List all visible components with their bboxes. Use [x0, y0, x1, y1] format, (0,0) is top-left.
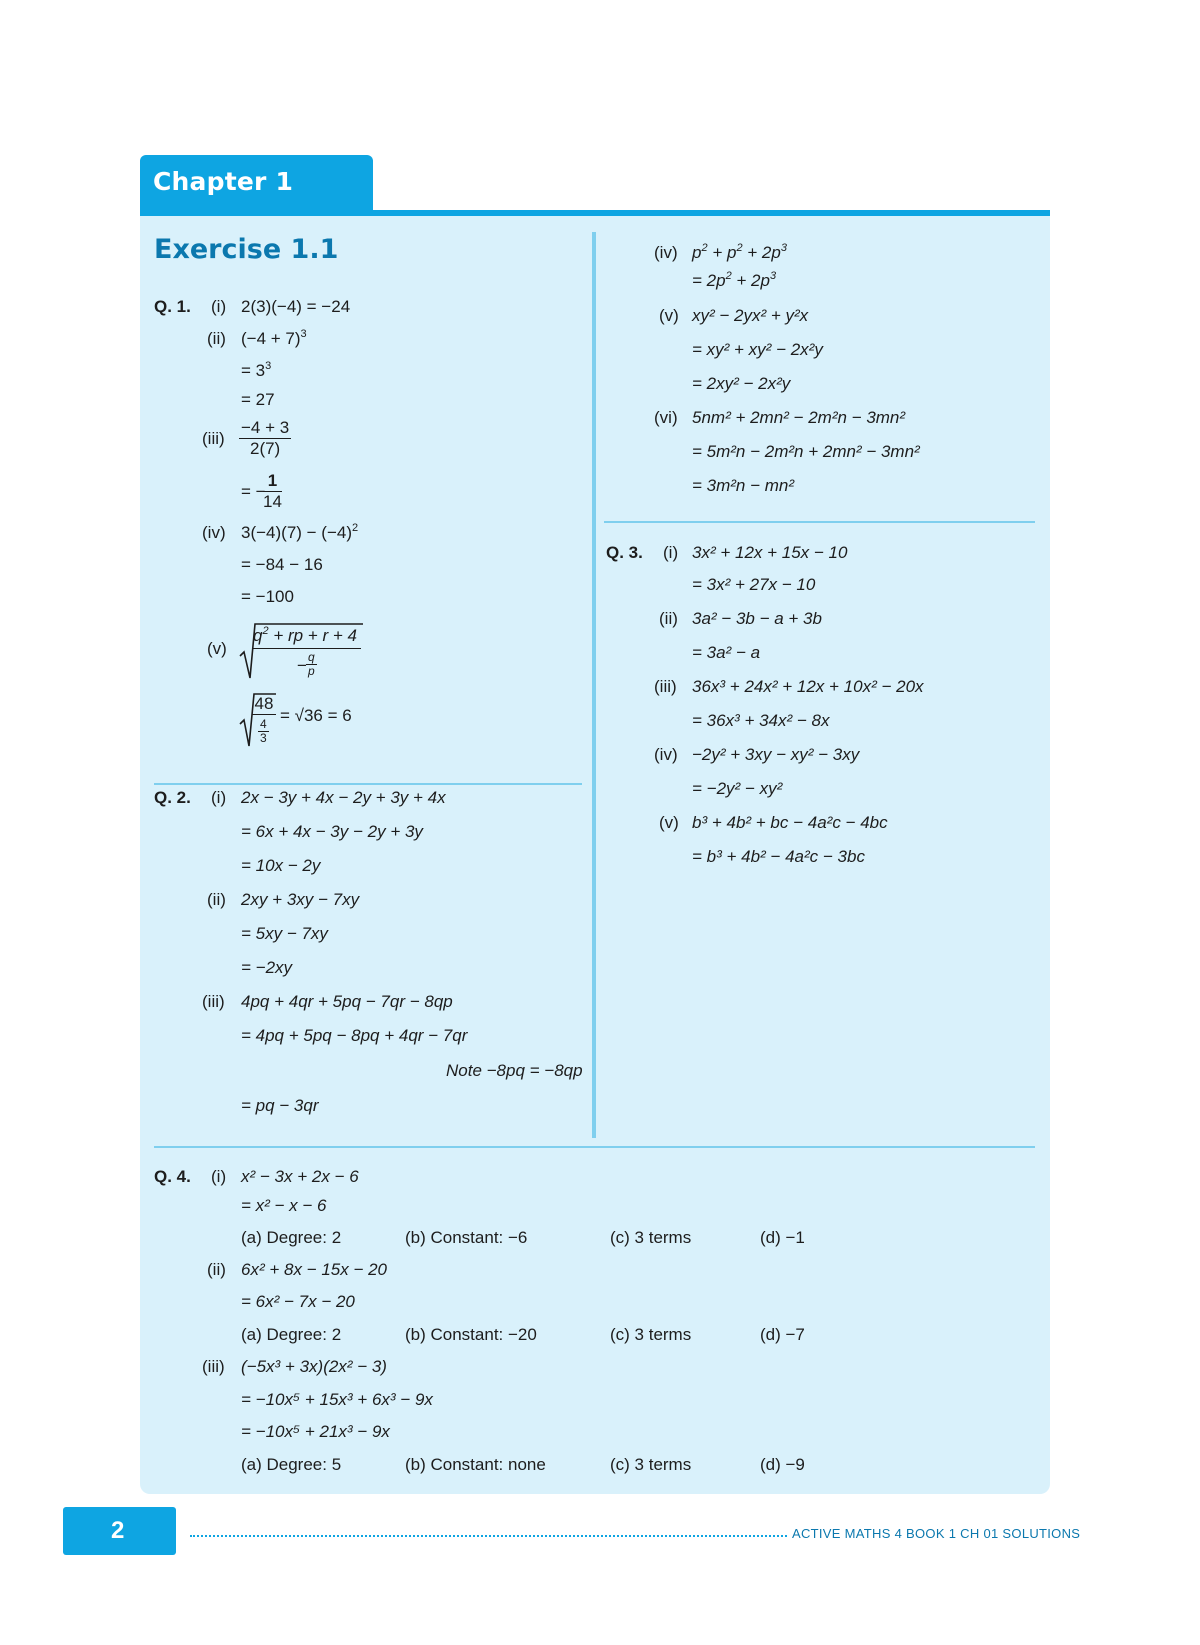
chapter-tab	[140, 155, 373, 210]
q3-iii-num: (iii)	[654, 677, 677, 696]
q3-iii-step1: = 36x³ + 34x² − 8x	[692, 711, 830, 730]
q2-ii-step1: = 5xy − 7xy	[241, 924, 328, 943]
exercise-title: Exercise 1.1	[154, 234, 339, 265]
q2-iv-step1	[692, 271, 776, 291]
q4-iii-d: (d) −9	[760, 1455, 805, 1474]
q3-iv-num: (iv)	[654, 745, 678, 764]
q1-ii-step1-base: = 3	[241, 361, 266, 380]
q1-iii-result-denominator: 14	[263, 492, 282, 511]
q2-iv-term3: + 2p	[742, 243, 781, 262]
q4-iii-num: (iii)	[202, 1357, 225, 1376]
q2-iv-step1-term1: = 2p	[692, 271, 726, 290]
q2-i-step1: = 6x + 4x − 3y − 2y + 3y	[241, 822, 423, 841]
q1-iii-numerator: −4 + 3	[241, 418, 290, 437]
q2-iv-exp3: 3	[780, 242, 787, 254]
q4-ii-line: 6x² + 8x − 15x − 20	[241, 1260, 388, 1279]
column-divider	[592, 232, 596, 1138]
footer-running-title: ACTIVE MATHS 4 BOOK 1 CH 01 SOLUTIONS	[792, 1526, 1081, 1541]
q2-iii-line: 4pq + 4qr + 5pq − 7qr − 8qp	[241, 992, 453, 1011]
q4-iii-c: (c) 3 terms	[610, 1455, 692, 1474]
q2-vi-step2: = 3m²n − mn²	[692, 476, 795, 495]
q1-v-b-fraction	[252, 694, 276, 715]
q1-ii-num: (ii)	[207, 329, 226, 348]
q1-ii-step1	[241, 361, 271, 381]
q1-v-q-exp: 2	[262, 625, 269, 637]
q4-iii-b: (b) Constant: none	[405, 1455, 546, 1474]
q4-ii-num: (ii)	[207, 1260, 226, 1279]
q1-v-b-den-num: 4	[260, 717, 267, 731]
q2-iv-step1-exp2: 3	[769, 270, 777, 282]
q4-ii-d: (d) −7	[760, 1325, 805, 1344]
q2-iv-exp1: 2	[701, 242, 708, 254]
divider-right-q3	[604, 521, 1035, 523]
q4-i-a: (a) Degree: 2	[241, 1228, 342, 1247]
divider-q4	[154, 1146, 1035, 1148]
q3-v-step1: = b³ + 4b² − 4a²c − 3bc	[692, 847, 865, 866]
q2-iv-exp2: 2	[736, 242, 743, 254]
q1-iii-result-fraction	[263, 471, 282, 512]
q2-ii-step2: = −2xy	[241, 958, 293, 977]
q2-iv-line	[692, 243, 787, 263]
q1-i-line: 2(3)(−4) = −24	[241, 297, 351, 316]
q4-ii-b: (b) Constant: −20	[405, 1325, 537, 1344]
q2-i-line: 2x − 3y + 4x − 2y + 3y + 4x	[241, 788, 446, 807]
q1-v-radicand-top	[253, 626, 357, 646]
footer-dotted-rule	[190, 1535, 787, 1537]
q3-ii-step1: = 3a² − a	[692, 643, 761, 662]
q1-iii-num: (iii)	[202, 429, 225, 448]
q3-iii-line: 36x³ + 24x² + 12x + 10x² − 20x	[692, 677, 924, 696]
q1-iv-line	[241, 523, 358, 543]
q1-v-num: (v)	[207, 639, 227, 658]
q4-ii-c: (c) 3 terms	[610, 1325, 692, 1344]
q2-ii-line: 2xy + 3xy − 7xy	[241, 890, 360, 909]
q2-v-step1: = xy² + xy² − 2x²y	[692, 340, 823, 359]
q3-iv-line: −2y² + 3xy − xy² − 3xy	[692, 745, 860, 764]
q3-v-line: b³ + 4b² + bc − 4a²c − 4bc	[692, 813, 888, 832]
q1-i-num: (i)	[211, 297, 227, 316]
q3-iv-step1: = −2y² − xy²	[692, 779, 783, 798]
q4-ii-a: (a) Degree: 2	[241, 1325, 342, 1344]
q2-iv-step1-term2: + 2p	[731, 271, 770, 290]
q1-v-q: q	[253, 626, 263, 645]
q3-v-num: (v)	[659, 813, 679, 832]
q2-iii-num: (iii)	[202, 992, 225, 1011]
q3-label: Q. 3.	[606, 543, 643, 562]
q1-ii-exp: 3	[300, 328, 307, 340]
q4-iii-step2: = −10x⁵ + 21x³ − 9x	[241, 1422, 390, 1441]
q4-iii-a: (a) Degree: 5	[241, 1455, 342, 1474]
q2-iii-step2: = pq − 3qr	[241, 1096, 319, 1115]
q3-ii-line: 3a² − 3b − a + 3b	[692, 609, 822, 628]
q2-v-num: (v)	[659, 306, 679, 325]
q1-v-b-den-den: 3	[260, 731, 267, 745]
q4-label: Q. 4.	[154, 1167, 191, 1186]
q1-v-rest: + rp + r + 4	[268, 626, 357, 645]
q1-v-b-den-fraction	[258, 718, 269, 745]
q1-iv-exp: 2	[352, 522, 359, 534]
q1-iv-step2: = −100	[241, 587, 294, 606]
q2-iv-term2: + p	[707, 243, 737, 262]
q2-iv-num: (iv)	[654, 243, 678, 262]
q4-ii-step1: = 6x² − 7x − 20	[241, 1292, 355, 1311]
q1-iv-expr: 3(−4)(7) − (−4)	[241, 523, 353, 542]
q4-iii-line: (−5x³ + 3x)(2x² − 3)	[241, 1357, 387, 1376]
q4-i-line: x² − 3x + 2x − 6	[241, 1167, 359, 1186]
q1-iii-result-prefix: = −	[241, 482, 266, 501]
q2-vi-step1: = 5m²n − 2m²n + 2mn² − 3mn²	[692, 442, 920, 461]
q2-iii-note: Note −8pq = −8qp	[446, 1061, 583, 1080]
page-number: 2	[111, 1517, 125, 1544]
q4-i-num: (i)	[211, 1167, 227, 1186]
q2-v-line: xy² − 2yx² + y²x	[692, 306, 809, 325]
q2-iv-step1-exp1: 2	[725, 270, 732, 282]
q4-iii-step1: = −10x⁵ + 15x³ + 6x³ − 9x	[241, 1390, 433, 1409]
q4-i-b: (b) Constant: −6	[405, 1228, 528, 1247]
q1-v-b-numerator: 48	[252, 694, 276, 715]
page-number-badge	[63, 1507, 176, 1555]
q3-i-step1: = 3x² + 27x − 10	[692, 575, 816, 594]
q1-v-fraction-bar	[253, 648, 361, 649]
q1-ii-step1-exp: 3	[265, 360, 272, 372]
q1-iii-fraction	[239, 418, 291, 459]
q2-i-num: (i)	[211, 788, 227, 807]
q2-iii-step1: = 4pq + 5pq − 8pq + 4qr − 7qr	[241, 1026, 468, 1045]
q4-i-step1: = x² − x − 6	[241, 1196, 327, 1215]
q3-i-num: (i)	[663, 543, 679, 562]
q1-label: Q. 1.	[154, 297, 191, 316]
q2-vi-line: 5nm² + 2mn² − 2m²n − 3mn²	[692, 408, 906, 427]
q1-iv-num: (iv)	[202, 523, 226, 542]
q3-i-line: 3x² + 12x + 15x − 10	[692, 543, 848, 562]
q4-i-d: (d) −1	[760, 1228, 805, 1247]
q3-ii-num: (ii)	[659, 609, 678, 628]
divider-q1-q2	[154, 783, 582, 785]
q1-v-b-result: = √36 = 6	[280, 706, 352, 725]
q1-ii-base: (−4 + 7)	[241, 329, 301, 348]
q1-iii-result-numerator: 1	[263, 471, 282, 492]
q1-v-den-q: q	[308, 650, 315, 664]
q1-iv-step1: = −84 − 16	[241, 555, 323, 574]
q1-v-den-p: p	[308, 664, 315, 678]
q2-label: Q. 2.	[154, 788, 191, 807]
q1-ii-step2: = 27	[241, 390, 275, 409]
q1-v-den-prefix: −	[297, 656, 307, 675]
q2-vi-num: (vi)	[654, 408, 678, 427]
q1-iii-denominator: 2(7)	[249, 439, 281, 458]
q2-i-step2: = 10x − 2y	[241, 856, 321, 875]
q2-iv-term1: p	[692, 243, 702, 262]
chapter-tab-label: Chapter 1	[153, 167, 294, 196]
q2-ii-num: (ii)	[207, 890, 226, 909]
q2-v-step2: = 2xy² − 2x²y	[692, 374, 791, 393]
q1-ii-line	[241, 329, 307, 349]
q4-i-c: (c) 3 terms	[610, 1228, 692, 1247]
q1-v-den-fraction	[306, 651, 317, 678]
